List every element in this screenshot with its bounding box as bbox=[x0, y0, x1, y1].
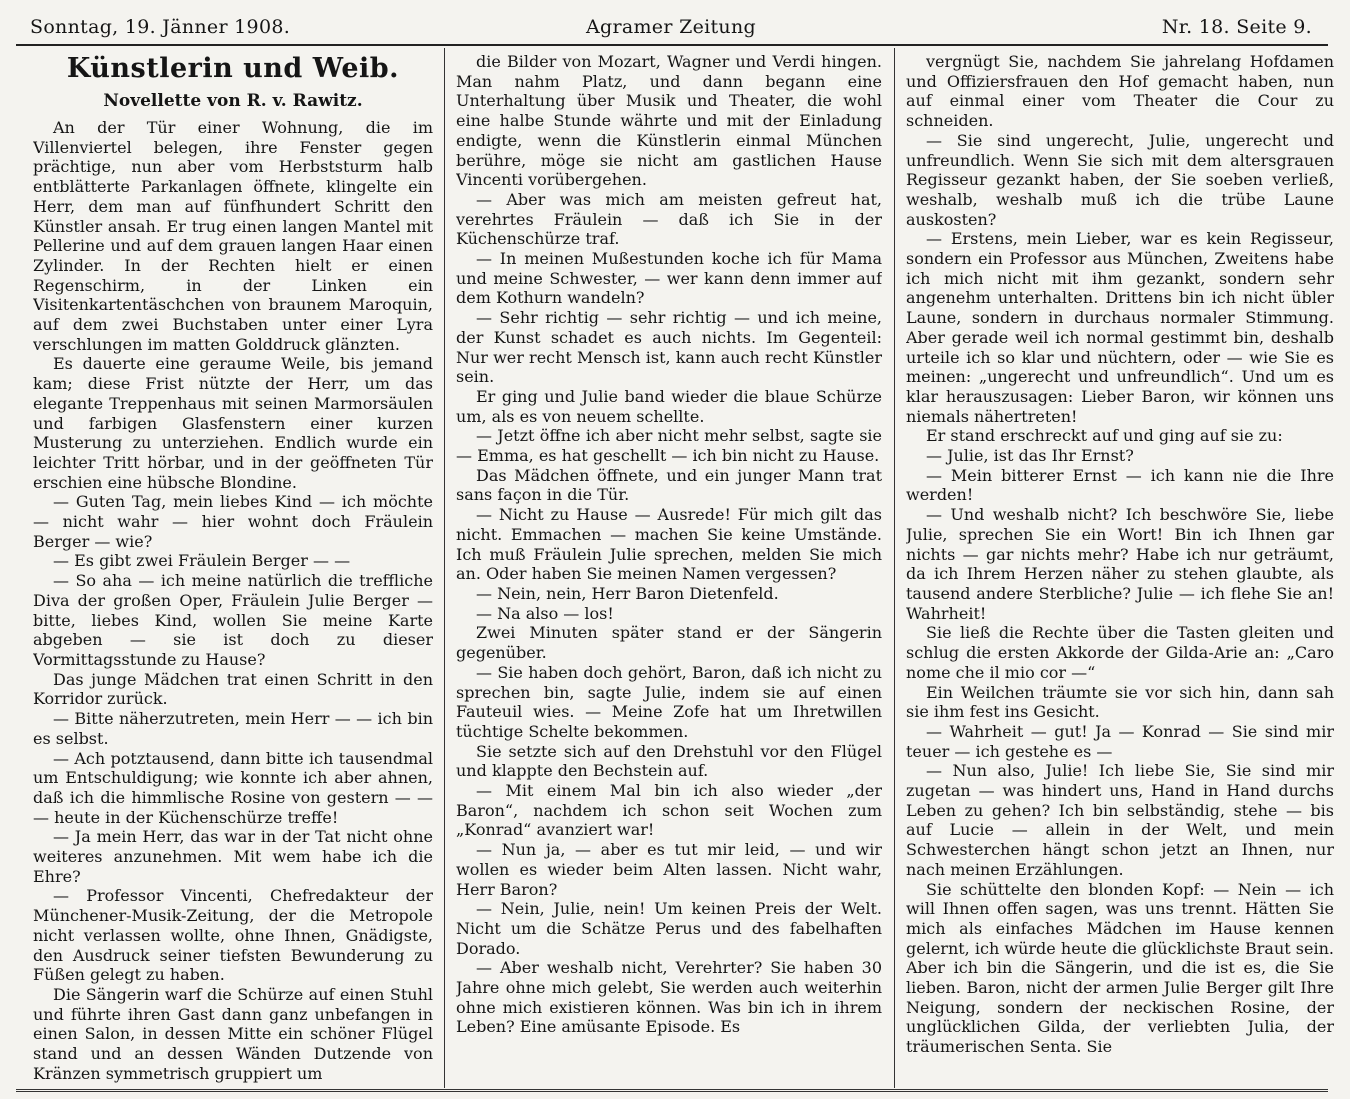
column-1 bbox=[33, 52, 433, 1086]
column-divider bbox=[444, 48, 445, 1088]
paragraph: — Bitte näherzutreten, mein Herr — — ich bin es selbst. bbox=[33, 709, 433, 748]
paragraph: Die Sängerin warf die Schürze auf einen Stuhl und führte ihren Gast dann ganz unbefangen in einen Salon, in dessen Mitte ein schöner Flügel stand und an dessen Wänden Dutzende von Kränzen symmetrisch gruppiert um bbox=[33, 984, 433, 1083]
paragraph: — Sie sind ungerecht, Julie, ungerecht und unfreundlich. Wenn Sie sich mit dem altersgrauen Regisseur gezankt haben, der Sie soeben verließ, weshalb, weshalb muß ich die trübe Laune auskosten? bbox=[906, 130, 1334, 229]
header-rule bbox=[16, 44, 1328, 46]
paragraph: — Es gibt zwei Fräulein Berger — — bbox=[53, 551, 351, 571]
column-3 bbox=[906, 52, 1334, 1086]
paragraph: — Sehr richtig — sehr richtig — und ich meine, der Kunst schadet es auch nichts. Im Gegenteil: Nur wer recht Mensch ist, kann auch recht Künstler sein. bbox=[456, 308, 882, 387]
paragraph: — Jetzt öffne ich aber nicht mehr selbst, sagte sie — Emma, es hat geschellt — ich bin nicht zu Hause. bbox=[456, 426, 882, 466]
paragraph: — Wahrheit — gut! Ja — Konrad — Sie sind mir teuer — ich gestehe es — bbox=[906, 721, 1334, 761]
paragraph: — Aber weshalb nicht, Verehrter? Sie haben 30 Jahre ohne mich gelebt, Sie werden auch weiterhin ohne mich existieren können. Was bin ich in ihrem Leben? Eine amüsante Episode. Es bbox=[456, 958, 882, 1037]
paragraph: Er ging und Julie band wieder die blaue Schürze um, als es von neuem schellte. bbox=[456, 386, 882, 426]
paragraph: Ein Weilchen träumte sie vor sich hin, dann sah sie ihm fest ins Gesicht. bbox=[906, 682, 1334, 722]
paragraph: — Nein, nein, Herr Baron Dietenfeld. bbox=[476, 583, 779, 603]
paragraph: — Nun also, Julie! Ich liebe Sie, Sie sind mir zugetan — was hindert uns, Hand in Hand durchs Leben zu gehen? Ich bin selbständig, stehe — bis auf Lucie — allein in der Welt, und mein Schwesterchen hängt schon jetzt an Ihnen, nur nach meinen Erzählungen. bbox=[906, 761, 1334, 879]
paragraph: — Nun ja, — aber es tut mir leid, — und wir wollen es wieder beim Alten lassen. Nicht wahr, Herr Baron? bbox=[456, 840, 882, 899]
paragraph: — Und weshalb nicht? Ich beschwöre Sie, liebe Julie, sprechen Sie ein Wort! Bin ich Ihnen gar nichts — gar nichts mehr? Habe ich nur geträumt, da ich Ihrem Herzen näher zu stehen glaubte, als tausend andere Sterbliche? Julie — ich flehe Sie an! Wahrheit! bbox=[906, 505, 1334, 623]
paragraph: Das junge Mädchen trat einen Schritt in den Korridor zurück. bbox=[33, 669, 433, 709]
paragraph: Sie ließ die Rechte über die Tasten gleiten und schlug die ersten Akkorde der Gilda-Arie an: „Caro nome che il mio cor —“ bbox=[906, 623, 1334, 682]
newspaper-name: Agramer Zeitung bbox=[586, 16, 756, 38]
paragraph: — Professor Vincenti, Chefredakteur der Münchener-Musik-Zeitung, der die Metropole nicht verlassen wollte, ohne Ihnen, Gnädigste, den Ausdruck seiner tiefsten Bewunderung zu Füßen gelegt zu haben. bbox=[33, 886, 433, 985]
paragraph: — Nein, Julie, nein! Um keinen Preis der Welt. Nicht um die Schätze Perus und des fabelhaften Dorado. bbox=[456, 899, 882, 958]
paragraph: — So aha — ich meine natürlich die treffliche Diva der großen Oper, Fräulein Julie Berger — bitte, liebes Kind, wollen Sie meine Karte abgeben — sie ist doch zu dieser Vormittagsstunde zu Hause? bbox=[33, 571, 433, 669]
article-title: Künstlerin und Weib. bbox=[66, 53, 400, 84]
paragraph: Sie setzte sich auf den Drehstuhl vor den Flügel und klappte den Bechstein auf. bbox=[456, 741, 882, 781]
paragraph: — Julie, ist das Ihr Ernst? bbox=[926, 446, 1134, 466]
column-2-body bbox=[456, 52, 882, 1037]
paragraph: — Na also — los! bbox=[476, 603, 614, 623]
paragraph: — Sie haben doch gehört, Baron, daß ich nicht zu sprechen bin, sagte Julie, indem sie auf einen Fauteuil wies. — Meine Zofe hat um Ihretwillen tüchtige Schelte bekommen. bbox=[456, 662, 882, 741]
article-byline: Novellette von R. v. Rawitz. bbox=[103, 91, 363, 111]
column-divider bbox=[894, 48, 895, 1088]
issue-date: Sonntag, 19. Jänner 1908. bbox=[30, 16, 291, 38]
column-2 bbox=[456, 52, 882, 1086]
paragraph: An der Tür einer Wohnung, die im Villenviertel belegen, ihre Fenster gegen prächtige, nun aber vom Herbststurm halb entblätterte Parkanlagen öffnete, klingelte ein Herr, dem man auf fünfhundert Schritt den Künstler ansah. Er trug einen langen Mantel mit Pellerine und auf dem grauen langen Haar einen Zylinder. In der Rechten hielt er einen Regenschirm, in der Linken ein Visitenkartentäschchen von braunem Maroquin, auf dem zwei Buchstaben unter einer Lyra verschlungen im matten Golddruck glänzten. bbox=[33, 118, 433, 354]
column-3-body bbox=[906, 52, 1334, 1057]
paragraph: — Guten Tag, mein liebes Kind — ich möchte — nicht wahr — hier wohnt doch Fräulein Berger — wie? bbox=[33, 492, 433, 551]
paragraph: Zwei Minuten später stand er der Sängerin gegenüber. bbox=[456, 623, 882, 663]
paragraph: Sie schüttelte den blonden Kopf: — Nein — ich will Ihnen offen sagen, was uns trennt. Hätten Sie mich als einfaches Mädchen im Hause kennen gelernt, ich würde heute die glücklichste Braut sein. Aber ich bin die Sängerin, und die ist es, die Sie lieben. Baron, nicht der armen Julie Berger gilt Ihre Neigung, sondern der neckischen Rosine, der unglücklichen Gilda, der verliebten Julia, der träumerischen Senta. Sie bbox=[906, 879, 1334, 1057]
footer-rule bbox=[16, 1089, 1328, 1092]
paragraph: — Erstens, mein Lieber, war es kein Regisseur, sondern ein Professor aus München, Zweitens habe ich mich nicht mit ihm gezankt, sondern sehr angenehm unterhalten. Drittens bin ich nicht übler Laune, sondern in durchaus normaler Stimmung. Aber gerade weil ich normal gestimmt bin, deshalb urteile ich so klar und nüchtern, oder — wie Sie es meinen: „ungerecht und unfreundlich“. Und um es klar herauszusagen: Lieber Baron, wir können uns niemals nähertreten! bbox=[906, 229, 1334, 426]
paragraph: — Nicht zu Hause — Ausrede! Für mich gilt das nicht. Emmachen — machen Sie keine Umstände. Ich muß Fräulein Julie sprechen, melden Sie mich an. Oder haben Sie meinen Namen vergessen? bbox=[456, 505, 882, 584]
issue-page-number: Nr. 18. Seite 9. bbox=[1161, 16, 1312, 38]
paragraph: Es dauerte eine geraume Weile, bis jemand kam; diese Frist nützte der Herr, um das elegante Treppenhaus mit seinen Marmorsäulen und farbigen Glasfenstern einer kurzen Musterung zu unterziehen. Endlich wurde ein leichter Tritt hörbar, und in der geöffneten Tür erschien eine hübsche Blondine. bbox=[33, 354, 433, 492]
paragraph: — Aber was mich am meisten gefreut hat, verehrtes Fräulein — daß ich Sie in der Küchenschürze traf. bbox=[456, 189, 882, 249]
column-1-body bbox=[33, 118, 433, 1083]
paragraph: vergnügt Sie, nachdem Sie jahrelang Hofdamen und Offiziersfrauen den Hof gemacht haben, nun auf einmal einer vom Theater die Cour zu schneiden. bbox=[906, 52, 1334, 131]
paragraph: Er stand erschreckt auf und ging auf sie zu: bbox=[926, 426, 1283, 446]
paragraph: — Ja mein Herr, das war in der Tat nicht ohne weiteres anzunehmen. Mit wem habe ich die Ehre? bbox=[33, 827, 433, 886]
paragraph: Das Mädchen öffnete, und ein junger Mann trat sans façon in die Tür. bbox=[456, 465, 882, 505]
paragraph: die Bilder von Mozart, Wagner und Verdi hingen. Man nahm Platz, und dann begann eine Unterhaltung über Musik und Theater, die wohl eine halbe Stunde währte und mit der Einladung endigte, wenn die Künstlerin einmal München berühre, möge sie nicht am gastlichen Hause Vincenti vorübergehen. bbox=[456, 52, 882, 190]
paragraph: — Mein bitterer Ernst — ich kann nie die Ihre werden! bbox=[906, 465, 1334, 505]
paragraph: — Mit einem Mal bin ich also wieder „der Baron“, nachdem ich schon seit Wochen zum „Konrad“ avanziert war! bbox=[456, 781, 882, 840]
paragraph: — In meinen Mußestunden koche ich für Mama und meine Schwester, — wer kann denn immer auf dem Kothurn wandeln? bbox=[456, 249, 882, 308]
paragraph: — Ach potztausend, dann bitte ich tausendmal um Entschuldigung; wie konnte ich aber ahnen, daß ich die himmlische Rosine von gestern — — — heute in der Küchenschürze treffe! bbox=[33, 748, 433, 827]
